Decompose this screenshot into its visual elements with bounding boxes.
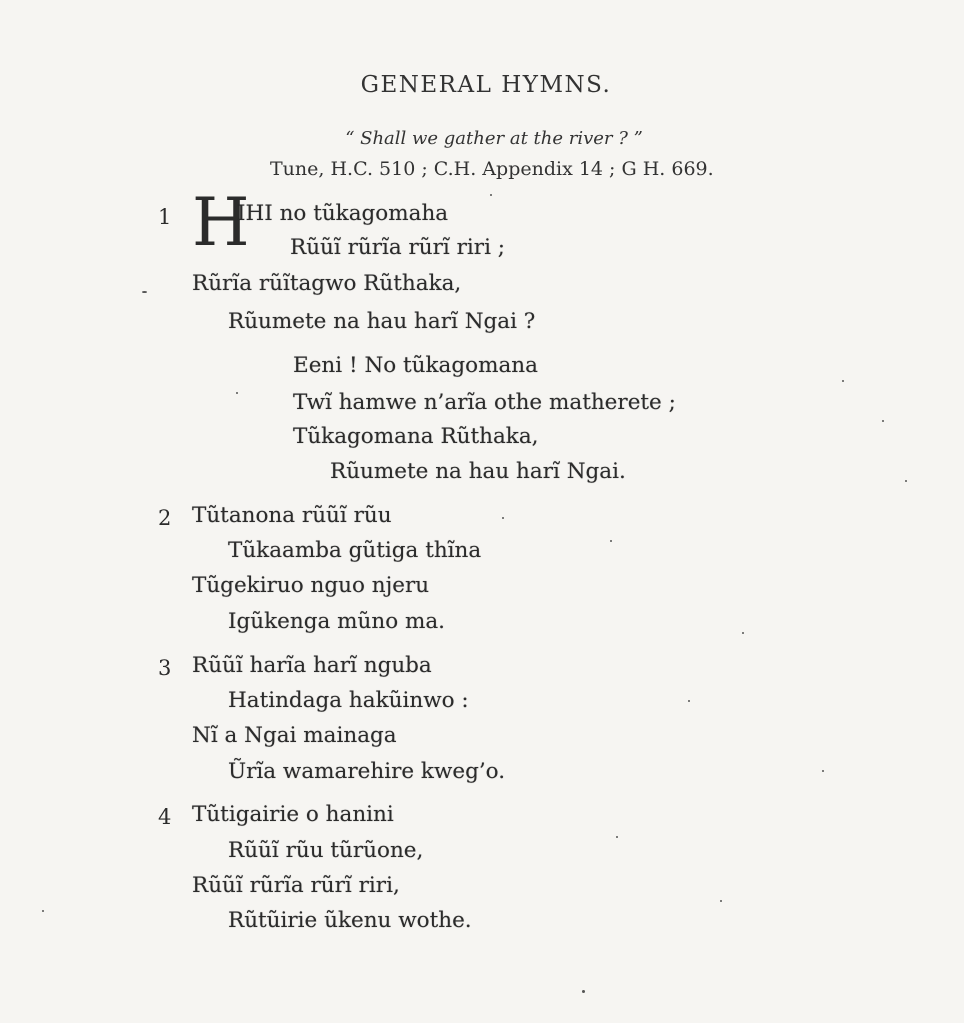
page-title: GENERAL HYMNS.	[360, 72, 612, 98]
verse-number: 2	[158, 506, 172, 530]
verse-line: Rũumete na hau harĩ Ngai ?	[228, 309, 536, 334]
scan-speck	[610, 540, 612, 542]
scan-speck	[490, 194, 492, 196]
scan-speck	[742, 632, 744, 634]
scan-speck	[822, 770, 824, 772]
verse-line: Tũtigairie o hanini	[192, 802, 394, 827]
verse-line: Tũtanona rũũĩ rũu	[192, 503, 392, 528]
scan-speck	[905, 480, 907, 482]
verse-line: Hatindaga hakũinwo :	[228, 688, 469, 713]
drop-cap: H	[192, 184, 250, 261]
verse-line: Igũkenga mũno ma.	[228, 609, 446, 634]
hymn-subtitle: “ Shall we gather at the river ? ”	[345, 128, 643, 149]
scan-speck	[688, 700, 690, 702]
refrain-line: Twĩ hamwe n’arĩa othe matherete ;	[293, 390, 676, 415]
tune-reference: Tune, H.C. 510 ; C.H. Appendix 14 ; G H. 669.	[270, 158, 714, 180]
verse-line: Rũũĩ rũrĩa rũrĩ riri,	[192, 873, 400, 898]
verse-number: 1	[158, 205, 172, 229]
scan-speck	[842, 380, 844, 382]
verse-line: Rũtũirie ũkenu wothe.	[228, 908, 472, 933]
scan-speck	[142, 291, 147, 293]
verse-number: 3	[158, 656, 172, 680]
scan-speck	[720, 900, 722, 902]
verse-line: Tũgekiruo nguo njeru	[192, 573, 430, 598]
verse-line: Rũũĩ rũu tũrũone,	[228, 838, 424, 863]
scan-speck	[42, 910, 44, 912]
verse-line: Nĩ a Ngai mainaga	[192, 723, 397, 748]
verse-line: Rũũĩ harĩa harĩ nguba	[192, 653, 432, 678]
verse-line: Ũrĩa wamarehire kweg’o.	[228, 759, 506, 784]
verse-line: Rũũĩ rũrĩa rũrĩ riri ;	[290, 235, 506, 260]
verse-line: Tũkaamba gũtiga thĩna	[228, 538, 482, 563]
refrain-line: Tũkagomana Rũthaka,	[293, 424, 539, 449]
scan-speck	[502, 517, 504, 519]
scan-speck	[882, 420, 884, 422]
scan-speck	[582, 990, 585, 993]
verse-number: 4	[158, 805, 172, 829]
verse-line: Rũrĩa rũĩtagwo Rũthaka,	[192, 271, 462, 296]
refrain-line: Rũumete na hau harĩ Ngai.	[330, 459, 626, 484]
refrain-line: Eeni ! No tũkagomana	[293, 353, 538, 378]
scan-speck	[616, 836, 618, 838]
verse-line: IHI no tũkagomaha	[237, 201, 449, 226]
scan-speck	[236, 392, 238, 394]
